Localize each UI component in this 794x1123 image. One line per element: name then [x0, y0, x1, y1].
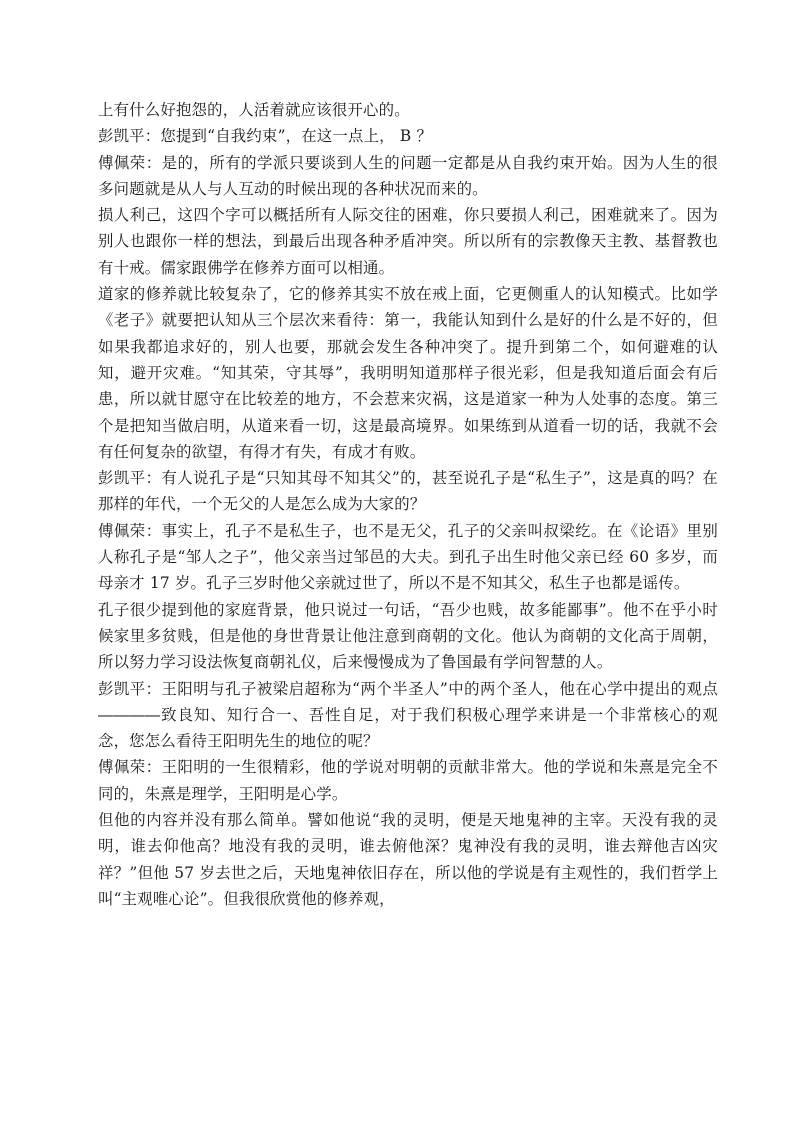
paragraph: 傅佩荣：是的，所有的学派只要谈到人生的问题一定都是从自我约束开始。因为人生的很多问题就是从人与人互动的时候出现的各种状况而来的。	[98, 153, 718, 198]
paragraph: 但他的内容并没有那么简单。譬如他说“我的灵明，便是天地鬼神的主宰。天没有我的灵明，谁去仰他高？地没有我的灵明，谁去俯他深？鬼神没有我的灵明，谁去辩他吉凶灾祥？”但他 57 岁去世之后，天地鬼神依旧存在，所以他的学说是有主观性的，我们哲学上叫“主观唯心论”。但我很欣赏他的修养观，	[98, 811, 718, 908]
paragraph: 损人利己，这四个字可以概括所有人际交往的困难，你只要损人利己，困难就来了。因为别人也跟你一样的想法，到最后出现各种矛盾冲突。所以所有的宗教像天主教、基督教也有十戒。儒家跟佛学在修养方面可以相通。	[98, 206, 718, 277]
paragraph: 孔子很少提到他的家庭背景，他只说过一句话，“吾少也贱，故多能鄙事”。他不在乎小时候家里多贫贱，但是他的身世背景让他注意到商朝的文化。他认为商朝的文化高于周朝，所以努力学习设法恢复商朝礼仪，后来慢慢成为了鲁国最有学问智慧的人。	[98, 600, 718, 672]
paragraph: 傅佩荣：王阳明的一生很精彩，他的学说对明朝的贡献非常大。他的学说和朱熹是完全不同的，朱熹是理学，王阳明是心学。	[98, 758, 718, 803]
document-body	[98, 97, 718, 912]
paragraph: 道家的修养就比较复杂了，它的修养其实不放在戒上面，它更侧重人的认知模式。比如学《老子》就要把认知从三个层次来看待：第一，我能认知到什么是好的什么是不好的，但如果我都追求好的，别人也要，那就会发生各种冲突了。提升到第二个，如何避难的认知，避开灾难。“知其荣，守其辱”，我明明知道那样子很光彩，但是我知道后面会有后患，所以就甘愿守在比较差的地方，不会惹来灾祸，这是道家一种为人处事的态度。第三个是把知当做启明，从道来看一切，这是最高境界。如果练到从道看一切的话，我就不会有任何复杂的欲望，有得才有失，有成才有败。	[98, 285, 718, 461]
paragraph: 上有什么好抱怨的，人活着就应该很开心的。	[98, 101, 410, 119]
paragraph: 傅佩荣：事实上，孔子不是私生子，也不是无父，孔子的父亲叫叔梁纥。在《论语》里别人称孔子是“邹人之子”，他父亲当过邹邑的大夫。到孔子出生时他父亲已经 60 多岁，而母亲才 17 岁。孔子三岁时他父亲就过世了，所以不是不知其父，私生子也都是谣传。	[98, 521, 718, 593]
paragraph: 彭凯平：有人说孔子是“只知其母不知其父”的，甚至说孔子是“私生子”，这是真的吗？在那样的年代，一个无父的人是怎么成为大家的？	[98, 469, 718, 514]
paragraph: 彭凯平：王阳明与孔子被梁启超称为“两个半圣人”中的两个圣人，他在心学中提出的观点――――致良知、知行合一、吾性自足，对于我们积极心理学来讲是一个非常核心的观念，您怎么看待王阳明先生的地位的呢？	[98, 679, 718, 751]
paragraph: 彭凯平：您提到“自我约束”，在这一点上， B ？	[98, 127, 433, 146]
